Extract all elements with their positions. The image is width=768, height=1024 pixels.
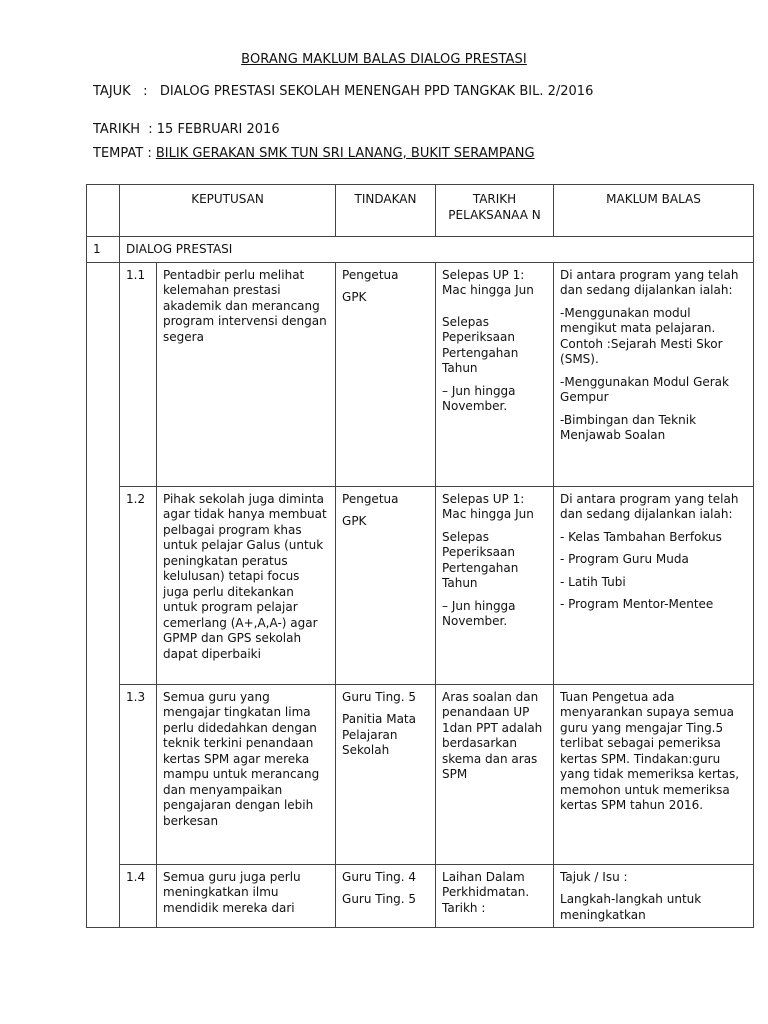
maklum-balas-cell — [554, 684, 754, 864]
section-title: DIALOG PRESTASI — [120, 237, 754, 263]
maklum-balas-item: -Menggunakan Modul Gerak Gempur — [560, 374, 729, 404]
header-keputusan: KEPUTUSAN — [120, 185, 336, 237]
meta-tajuk: TAJUK : DIALOG PRESTASI SEKOLAH MENENGAH PPD TANGKAK BIL. 2/2016 — [93, 84, 594, 99]
tarikh-item: Laihan Dalam Perkhidmatan. Tarikh : — [442, 869, 530, 915]
keputusan-text: Pentadbir perlu melihat kelemahan prestasi akademik dan merancang program intervensi dengan segera — [163, 267, 327, 344]
tindakan-cell — [336, 486, 436, 684]
tarikh-cell — [436, 684, 554, 864]
maklum-balas-item: -Menggunakan modul mengikut mata pelajaran. Contoh :Sejarah Mesti Skor (SMS). — [560, 305, 723, 366]
keputusan-text: Pihak sekolah juga diminta agar tidak hanya membuat pelbagai program khas untuk pelajar Galus (untuk peningkatan peratus kelulusan) tetapi focus juga perlu ditekankan untuk program pelajar cemerlang (A+,A,A-) agar GPMP dan GPS sekolah dapat diperbaiki — [163, 491, 327, 661]
maklum-balas-item: Tuan Pengetua ada menyarankan supaya semua guru yang mengajar Ting.5 terlibat sebagai pemeriksa kertas SPM. Tindakan:guru yang tidak memeriksa kertas, memohon untuk memeriksa kertas SPM tahun 2016. — [560, 689, 740, 812]
table-row — [87, 486, 754, 684]
tarikh-cell — [436, 486, 554, 684]
tarikh-cell — [436, 262, 554, 486]
maklum-balas-table — [86, 184, 754, 928]
tindakan-item: GPK — [342, 290, 367, 304]
tindakan-cell — [336, 262, 436, 486]
tempat-label: TEMPAT — [93, 146, 144, 161]
table-row — [87, 684, 754, 864]
document-title: BORANG MAKLUM BALAS DIALOG PRESTASI — [241, 52, 527, 67]
row-number: 1.2 — [120, 486, 157, 684]
maklum-balas-item: Langkah-langkah untuk meningkatkan — [560, 892, 702, 922]
maklum-balas-item: - Program Mentor-Mentee — [560, 597, 714, 611]
keputusan-text: Semua guru juga perlu meningkatkan ilmu mendidik mereka dari — [163, 869, 301, 915]
tajuk-label: TAJUK — [93, 84, 131, 99]
row-number: 1.3 — [120, 684, 157, 864]
table-row — [87, 262, 754, 486]
tarikh-item: – Jun hingga November. — [442, 383, 516, 413]
header-tindakan: TINDAKAN — [336, 185, 436, 237]
maklum-balas-item: - Program Guru Muda — [560, 552, 689, 566]
maklum-balas-cell — [554, 486, 754, 684]
header-number — [87, 185, 120, 237]
tindakan-item: Pengetua — [342, 267, 399, 282]
maklum-balas-cell — [554, 262, 754, 486]
tindakan-item: Panitia Mata Pelajaran Sekolah — [342, 712, 416, 757]
maklum-balas-item: Di antara program yang telah dan sedang dijalankan ialah: — [560, 491, 739, 521]
maklum-balas-item: - Latih Tubi — [560, 574, 626, 589]
keputusan-cell — [157, 486, 336, 684]
meta-tarikh: TARIKH : 15 FEBRUARI 2016 — [93, 122, 280, 137]
maklum-balas-item: -Bimbingan dan Teknik Menjawab Soalan — [560, 412, 697, 442]
tarikh-item: Selepas UP 1: Mac hingga Jun — [442, 267, 534, 297]
tajuk-value: DIALOG PRESTASI SEKOLAH MENENGAH PPD TANGKAK BIL. 2/2016 — [159, 84, 594, 99]
tindakan-item: Guru Ting. 5 — [342, 892, 417, 906]
section-row — [87, 237, 754, 263]
meta-tempat: TEMPAT : BILIK GERAKAN SMK TUN SRI LANANG, BUKIT SERAMPANG — [93, 146, 535, 161]
maklum-balas-item: - Kelas Tambahan Berfokus — [560, 529, 722, 544]
row-number: 1.4 — [120, 864, 157, 928]
tarikh-label: TARIKH — [93, 122, 140, 137]
maklum-balas-item: Di antara program yang telah dan sedang dijalankan ialah: — [560, 267, 739, 297]
table-header-row — [87, 185, 754, 237]
tarikh-item: Aras soalan dan penandaan UP 1dan PPT adalah berdasarkan skema dan aras SPM — [442, 689, 543, 781]
keputusan-text: Semua guru yang mengajar tingkatan lima perlu didedahkan dengan teknik terkini penandaan kertas SPM agar mereka mampu untuk merancang dan menyampaikan pengajaran dengan lebih berkesan — [163, 689, 320, 828]
tindakan-item: GPK — [342, 514, 367, 528]
tarikh-cell — [436, 864, 554, 928]
tarikh-item: Selepas Peperiksaan Pertengahan Tahun — [442, 314, 519, 375]
keputusan-cell — [157, 864, 336, 928]
tarikh-item: Selepas Peperiksaan Pertengahan Tahun — [442, 529, 519, 590]
tindakan-cell — [336, 864, 436, 928]
tindakan-cell — [336, 684, 436, 864]
keputusan-cell — [157, 684, 336, 864]
tindakan-item: Pengetua — [342, 491, 399, 506]
maklum-balas-cell — [554, 864, 754, 928]
tarikh-value: 15 FEBRUARI 2016 — [156, 122, 280, 137]
tindakan-item: Guru Ting. 5 — [342, 689, 417, 704]
tarikh-item: Selepas UP 1: Mac hingga Jun — [442, 491, 534, 521]
table-row — [87, 864, 754, 928]
section-number-cell — [87, 262, 120, 928]
keputusan-cell — [157, 262, 336, 486]
tarikh-item: – Jun hingga November. — [442, 598, 516, 628]
maklum-balas-item: Tajuk / Isu : — [560, 869, 628, 884]
row-number: 1.1 — [120, 262, 157, 486]
section-number: 1 — [87, 237, 120, 263]
tindakan-item: Guru Ting. 4 — [342, 869, 417, 884]
header-maklum-balas: MAKLUM BALAS — [554, 185, 754, 237]
header-tarikh: TARIKH PELAKSANAA N — [436, 185, 554, 237]
tempat-value: BILIK GERAKAN SMK TUN SRI LANANG, BUKIT SERAMPANG — [155, 146, 535, 161]
